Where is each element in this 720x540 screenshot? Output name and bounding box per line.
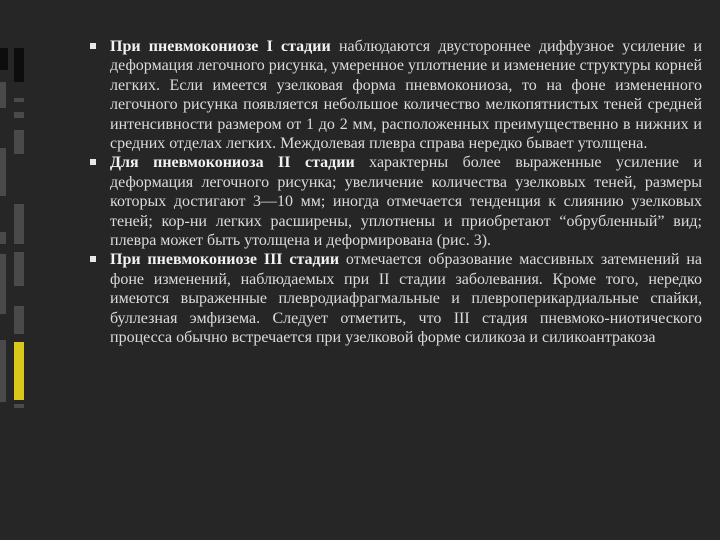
decorative-bar — [14, 130, 24, 154]
bullet-lead: Для пневмокониоза II стадии — [110, 154, 355, 172]
bullet-square-icon — [90, 43, 96, 49]
decorative-bar — [0, 82, 6, 108]
decorative-bar — [0, 48, 8, 70]
decorative-bar — [14, 48, 24, 82]
decorative-bar — [14, 252, 24, 286]
decorative-bar — [0, 340, 6, 402]
bullet-stage-2 — [90, 153, 702, 250]
decorative-bar-accent — [14, 342, 24, 400]
decorative-bar — [0, 232, 6, 244]
text-body — [90, 37, 702, 348]
decorative-bar — [14, 98, 24, 102]
decorative-bar — [14, 204, 24, 244]
decorative-bar — [0, 254, 6, 314]
decorative-side-bars — [0, 0, 40, 540]
bullet-lead: При пневмокониозе III стадии — [110, 251, 340, 269]
bullet-text: характерны более выраженные усиление и деформация легочного рисунка; увеличение количества узелковых теней, размеры которых достигают 3—10 мм; иногда отмечается тенденция к слиянию узелковых теней; кор-ни легких расширены, уплотнены и приобретают “обрубленный” вид; плевра может быть утолщена и деформирована (рис. 3). — [110, 154, 703, 250]
bullet-text: наблюдаются двустороннее диффузное усиление и деформация легочного рисунка, умеренное уплотнение и изменение структуры корней легких. Если имеется узелковая форма пневмокониоза, то на фоне измененного легочного рисунка появляется небольшое количество мелкопятнистых теней средней интенсивности размером от 1 до 2 мм, расположенных преимущественно в нижних и средних отделах легких. Междолевая плевра справа нередко бывает утолщена. — [110, 38, 703, 153]
bullet-square-icon — [90, 256, 96, 262]
bullet-stage-3 — [90, 250, 702, 347]
decorative-bar — [14, 112, 24, 118]
bullet-square-icon — [90, 159, 96, 165]
decorative-bar — [14, 306, 24, 334]
bullet-stage-1 — [90, 37, 702, 153]
bullet-lead: При пневмокониозе I стадии — [110, 38, 331, 55]
decorative-bar — [0, 148, 6, 196]
bullet-text: отмечается образование массивных затемнений на фоне изменений, наблюдаемых при II стадии заболевания. Кроме того, нередко имеются выраженные плевродиафрагмальные и плевроперикардиальные спайки, буллезная эмфизема. Следует отметить, что III стадия пневмоко-ниотического процесса обычно встречается при узелковой форме силикоза и силикоантракоза — [110, 251, 703, 347]
decorative-bar — [14, 404, 24, 408]
